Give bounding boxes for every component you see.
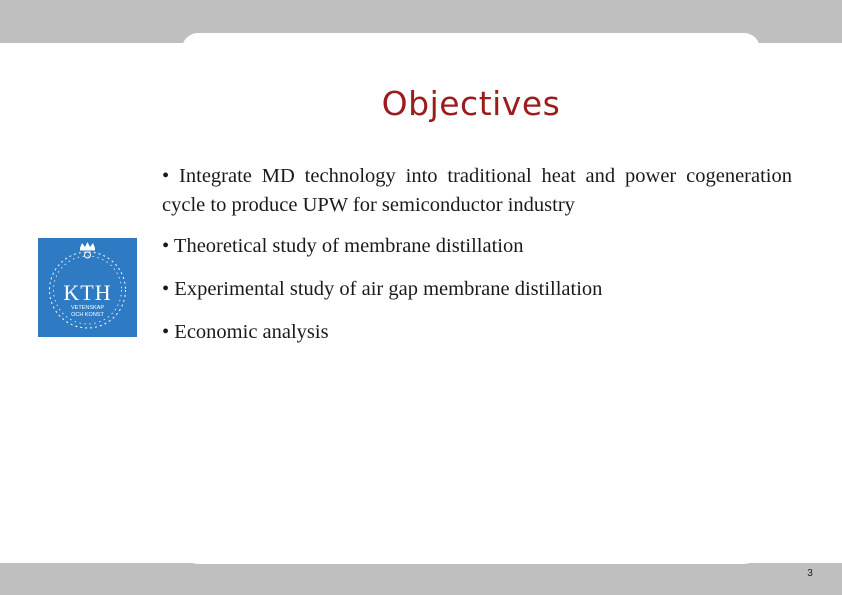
- kth-logo-icon: [38, 238, 137, 337]
- logo-text: KTH: [63, 280, 112, 305]
- kth-logo-graphic: [38, 238, 137, 337]
- bullet-list: [162, 162, 792, 361]
- bottom-band: [0, 563, 842, 595]
- logo-subtext-2: OCH KONST: [71, 312, 104, 318]
- bullet-item: • Theoretical study of membrane distillation: [162, 235, 524, 257]
- logo-subtext-1: VETENSKAP: [70, 305, 105, 311]
- bullet-item: • Integrate MD technology into traditional heat and power cogeneration cycle to produce UPW for semiconductor industry: [162, 165, 792, 216]
- bullet-item: • Economic analysis: [162, 321, 329, 343]
- page-number: 3: [807, 568, 813, 579]
- bullet-item: • Experimental study of air gap membrane distillation: [162, 278, 603, 300]
- slide-title: Objectives: [381, 84, 561, 123]
